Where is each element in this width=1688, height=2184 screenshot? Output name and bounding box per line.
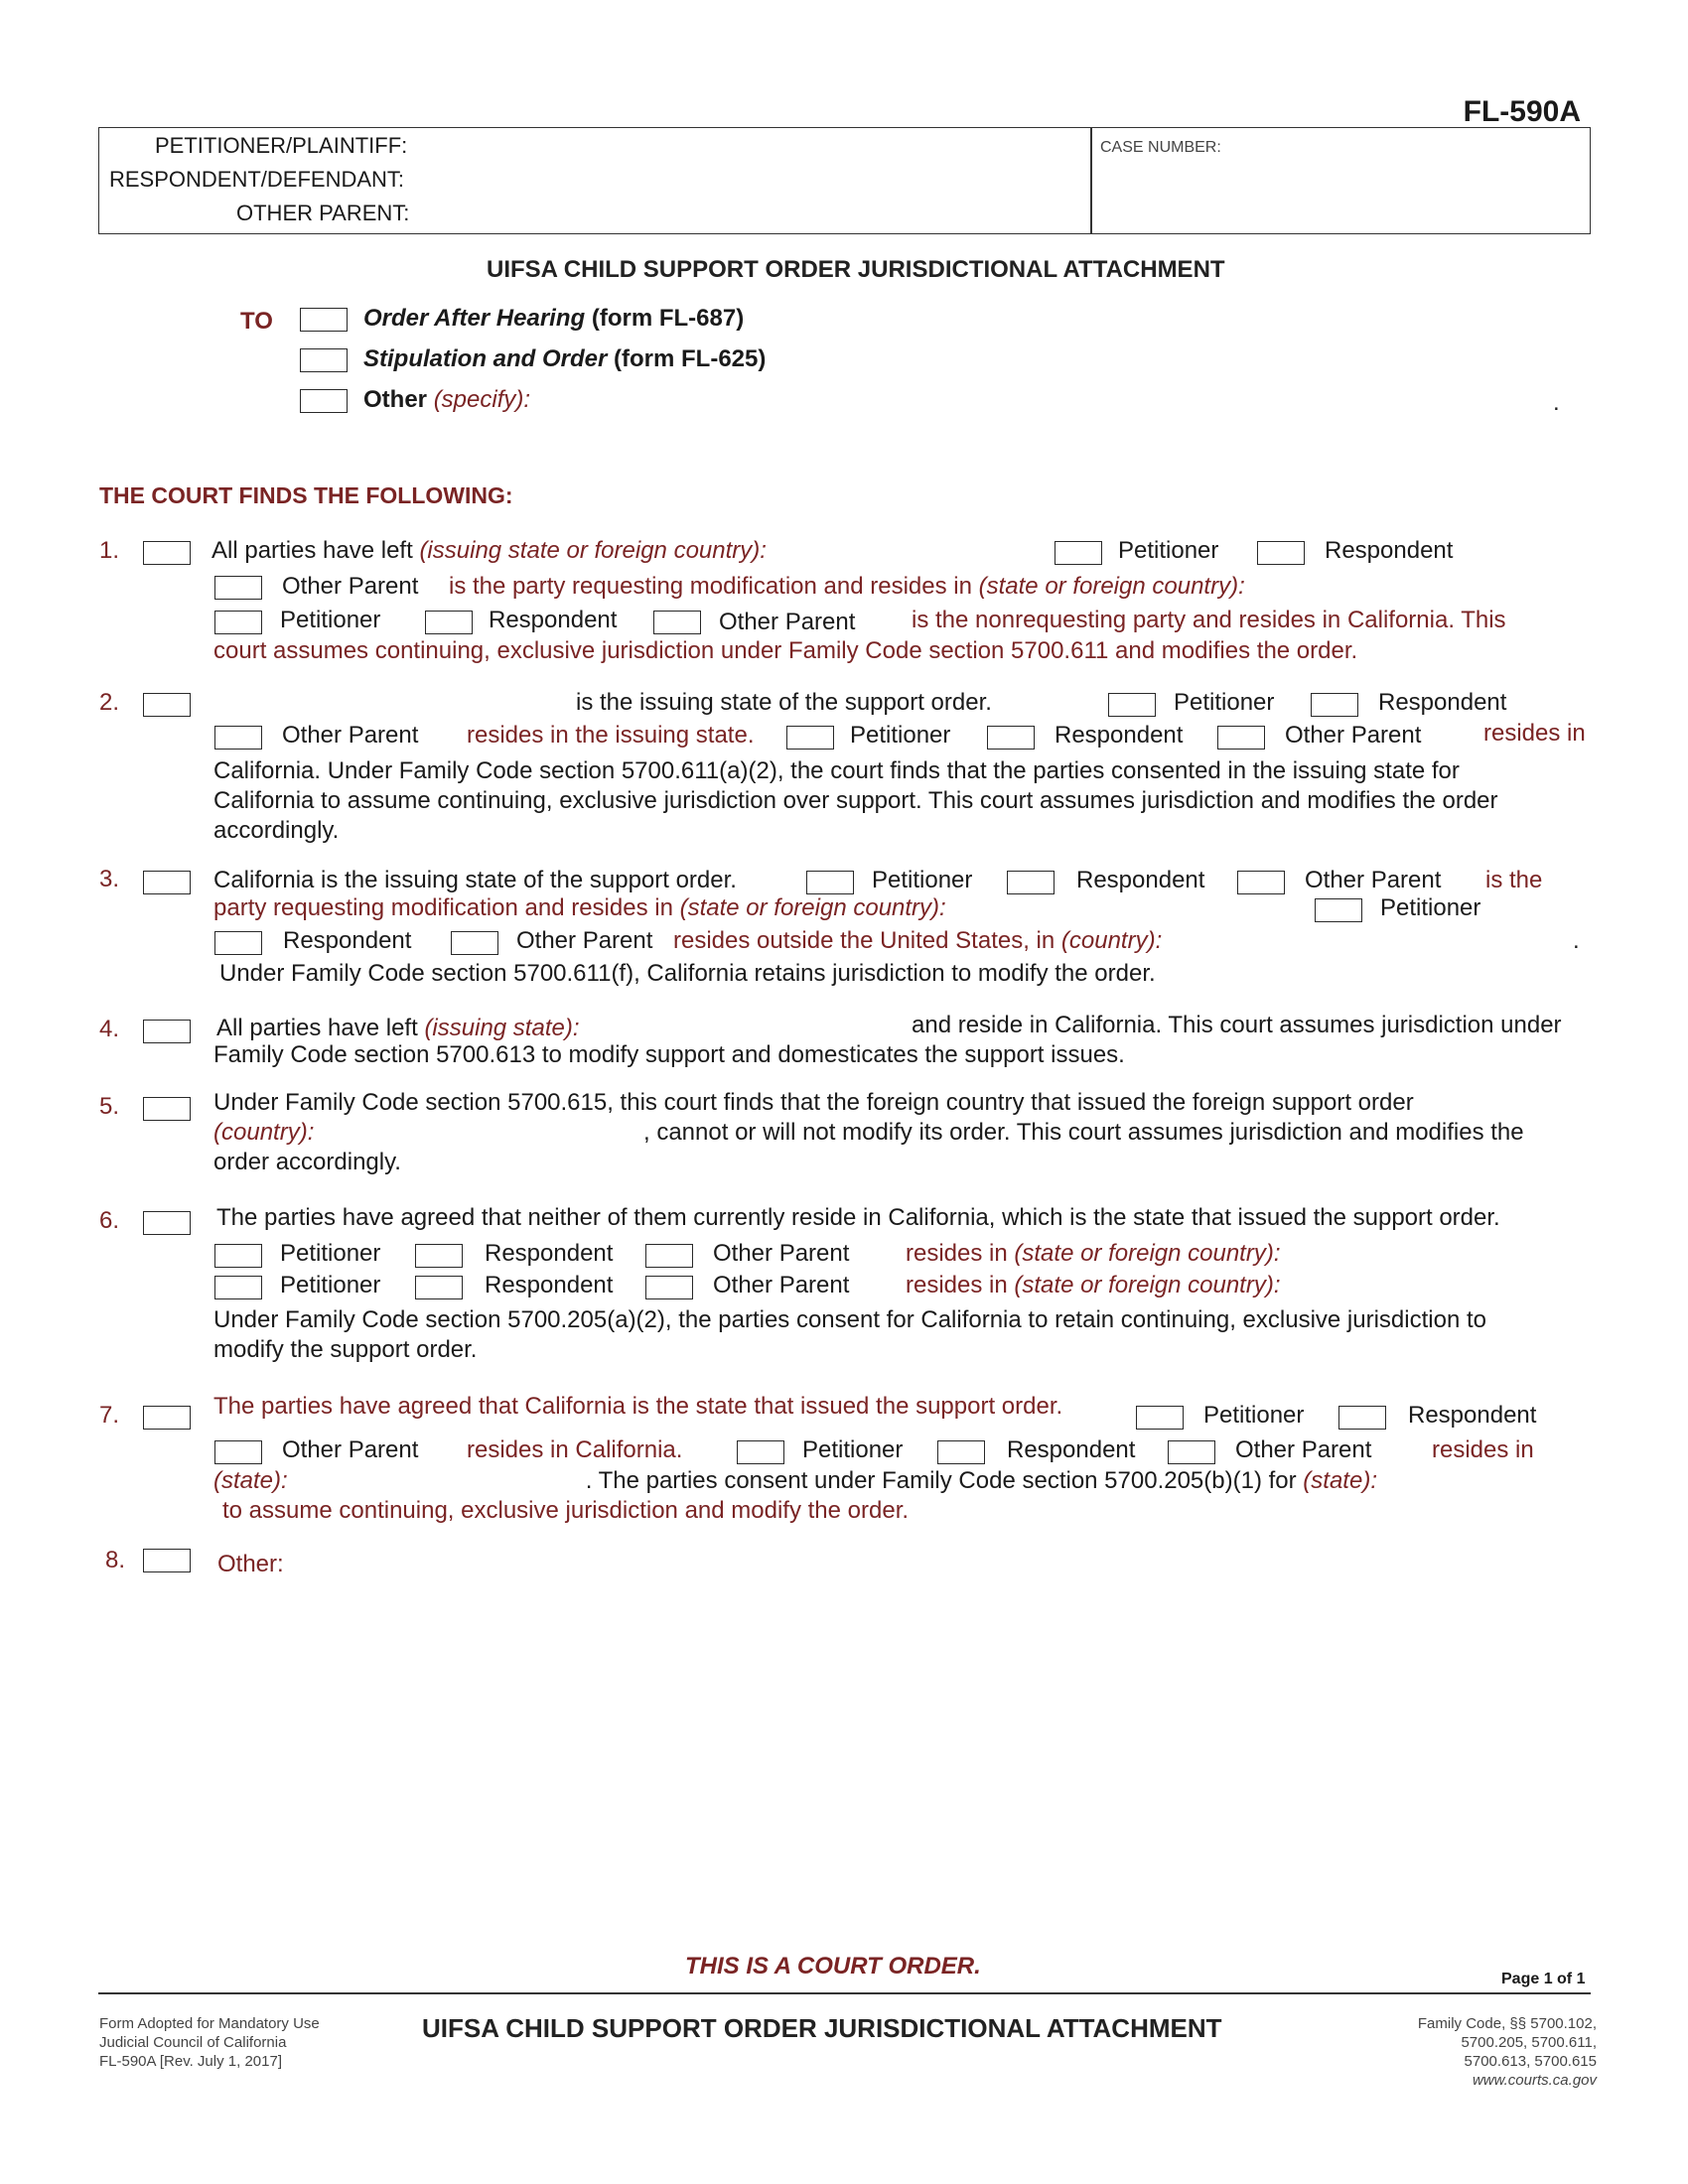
item-7-respondent-checkbox[interactable] (1338, 1406, 1386, 1430)
item-3-outside-other-parent-checkbox[interactable] (451, 931, 498, 955)
item-3-outside-respondent-checkbox[interactable] (214, 931, 262, 955)
item-5-text-a: Under Family Code section 5700.615, this court finds that the foreign country that issued the foreign support order (213, 1089, 1414, 1116)
court-order-notice: THIS IS A COURT ORDER. (685, 1953, 981, 1979)
item-3-petitioner-checkbox[interactable] (806, 871, 854, 894)
item-7-other-petitioner-checkbox[interactable] (737, 1440, 784, 1464)
item-8-number: 8. (105, 1547, 126, 1573)
item-8-label: Other: (217, 1551, 284, 1577)
to-other-specify-field[interactable] (546, 385, 1549, 415)
to-other-period: . (1553, 389, 1560, 416)
item-6-row2-petitioner-checkbox[interactable] (214, 1276, 262, 1299)
item-2-other-parent-label: Other Parent (282, 722, 419, 749)
footer-adopted-3: FL-590A [Rev. July 1, 2017] (99, 2053, 282, 2070)
item-4-number: 4. (99, 1016, 120, 1042)
item-3-text-c: party requesting modification and resides in (state or foreign country): (213, 894, 946, 921)
item-2-respondent-checkbox[interactable] (1311, 693, 1358, 717)
item-3-other-parent-checkbox[interactable] (1237, 871, 1285, 894)
item-7-checkbox[interactable] (143, 1406, 191, 1430)
item-2-text-f: accordingly. (213, 817, 340, 844)
respondent-field[interactable] (427, 165, 1072, 195)
item-6-text-c: Under Family Code section 5700.205(a)(2), the parties consent for California to retain continuing, exclusive jurisdiction to (213, 1306, 1486, 1333)
item-5-text-b: , cannot or will not modify its order. This court assumes jurisdiction and modifies the (643, 1119, 1524, 1146)
item-3-text-b: is the (1485, 867, 1543, 893)
item-6-row2-other-parent-checkbox[interactable] (645, 1276, 693, 1299)
item-6-checkbox[interactable] (143, 1211, 191, 1235)
item-6-text-d: modify the support order. (213, 1336, 478, 1363)
petitioner-field[interactable] (427, 131, 1072, 161)
item-6-row1-respondent-checkbox[interactable] (415, 1244, 463, 1268)
item-6-text-a: The parties have agreed that neither of them currently reside in California, which is the state that issued the support order. (216, 1204, 1500, 1231)
to-other-label: Other (specify): (363, 386, 531, 413)
caption-divider (1090, 127, 1092, 234)
item-1-nonreq-other-parent-label: Other Parent (719, 609, 856, 635)
item-6-row2-resides: resides in (state or foreign country): (906, 1272, 1281, 1298)
form-number: FL-590A (1463, 95, 1581, 128)
to-other-checkbox[interactable] (300, 389, 348, 413)
item-1-nonreq-respondent-label: Respondent (489, 607, 618, 633)
item-2-text-a: is the issuing state of the support order. (576, 689, 992, 716)
item-4-checkbox[interactable] (143, 1020, 191, 1043)
item-2-ca-petitioner-label: Petitioner (850, 722, 951, 749)
to-order-after-hearing-label: Order After Hearing (form FL-687) (363, 305, 745, 332)
item-3-text-e: Under Family Code section 5700.611(f), California retains jurisdiction to modify the order. (219, 960, 1156, 987)
item-3-outside-other-parent-label: Other Parent (516, 927, 653, 954)
item-3-outside-petitioner-checkbox[interactable] (1315, 898, 1362, 922)
item-3-respondent-checkbox[interactable] (1007, 871, 1055, 894)
item-1-checkbox[interactable] (143, 541, 191, 565)
other-parent-field[interactable] (427, 199, 1072, 228)
item-7-text-a: The parties have agreed that California is the state that issued the support order. (213, 1393, 1063, 1420)
item-7-text-c: resides in (1432, 1436, 1534, 1463)
findings-heading: THE COURT FINDS THE FOLLOWING: (99, 482, 513, 508)
item-6-row2-petitioner-label: Petitioner (280, 1272, 381, 1298)
case-number-label: CASE NUMBER: (1100, 139, 1221, 156)
item-3-text-a: California is the issuing state of the support order. (213, 867, 737, 893)
item-2-checkbox[interactable] (143, 693, 191, 717)
item-6-row1-other-parent-label: Other Parent (713, 1240, 850, 1267)
item-3-respondent-label: Respondent (1076, 867, 1205, 893)
to-stipulation-checkbox[interactable] (300, 348, 348, 372)
petitioner-label: PETITIONER/PLAINTIFF: (155, 133, 408, 158)
item-8-other-field[interactable] (298, 1549, 1589, 1846)
other-parent-label: OTHER PARENT: (236, 201, 410, 225)
page-title: UIFSA CHILD SUPPORT ORDER JURISDICTIONAL ATTACHMENT (487, 256, 1225, 283)
item-6-row1-respondent-label: Respondent (485, 1240, 614, 1267)
item-3-outside-petitioner-label: Petitioner (1380, 894, 1481, 921)
item-6-row2-respondent-label: Respondent (485, 1272, 614, 1298)
item-1-petitioner-checkbox[interactable] (1055, 541, 1102, 565)
to-order-after-hearing-checkbox[interactable] (300, 308, 348, 332)
item-2-ca-other-parent-label: Other Parent (1285, 722, 1422, 749)
footer-code-3: 5700.613, 5700.615 (1464, 2053, 1597, 2070)
page-number: Page 1 of 1 (1501, 1971, 1586, 1987)
item-2-ca-petitioner-checkbox[interactable] (786, 726, 834, 750)
footer-rule (98, 1992, 1591, 1994)
item-6-row1-petitioner-label: Petitioner (280, 1240, 381, 1267)
item-2-text-b: resides in the issuing state. (467, 722, 755, 749)
item-1-text-c: is the nonrequesting party and resides in California. This (912, 607, 1506, 633)
item-2-petitioner-checkbox[interactable] (1108, 693, 1156, 717)
item-5-text-c: order accordingly. (213, 1149, 401, 1175)
item-1-other-parent-label: Other Parent (282, 573, 419, 600)
item-3-period: . (1573, 927, 1580, 954)
item-2-text-e: California to assume continuing, exclusive jurisdiction over support. This court assumes jurisdiction and modifies the order (213, 787, 1498, 814)
item-3-text-d: resides outside the United States, in (country): (673, 927, 1163, 954)
footer-adopted-2: Judicial Council of California (99, 2034, 287, 2051)
item-7-other-other-parent-label: Other Parent (1235, 1436, 1372, 1463)
item-7-other-parent-checkbox[interactable] (214, 1440, 262, 1464)
item-7-number: 7. (99, 1402, 120, 1429)
item-1-number: 1. (99, 537, 120, 564)
item-7-other-parent-label: Other Parent (282, 1436, 419, 1463)
to-stipulation-label: Stipulation and Order (form FL-625) (363, 345, 767, 372)
footer-adopted-1: Form Adopted for Mandatory Use (99, 2015, 320, 2032)
item-1-nonreq-respondent-checkbox[interactable] (425, 611, 473, 634)
item-1-nonreq-petitioner-label: Petitioner (280, 607, 381, 633)
item-1-nonreq-other-parent-checkbox[interactable] (653, 611, 701, 634)
item-2-text-c: resides in (1483, 720, 1586, 747)
item-5-country-label: (country): (213, 1119, 315, 1146)
case-number-field[interactable] (1098, 163, 1585, 228)
item-3-number: 3. (99, 866, 120, 892)
respondent-label: RESPONDENT/DEFENDANT: (109, 167, 405, 192)
item-2-respondent-label: Respondent (1378, 689, 1507, 716)
item-1-nonreq-petitioner-checkbox[interactable] (214, 611, 262, 634)
item-2-number: 2. (99, 689, 120, 716)
item-3-petitioner-label: Petitioner (872, 867, 973, 893)
footer-code-1: Family Code, §§ 5700.102, (1417, 2015, 1597, 2032)
item-1-text-b: is the party requesting modification and resides in (state or foreign country): (449, 573, 1245, 600)
to-label: TO (240, 308, 273, 335)
item-6-row2-respondent-checkbox[interactable] (415, 1276, 463, 1299)
item-7-text-d: (state): . The parties consent under Family Code section 5700.205(b)(1) for (state): (213, 1467, 1377, 1494)
item-1-text-d: court assumes continuing, exclusive jurisdiction under Family Code section 5700.611 and modifies the order. (213, 637, 1358, 664)
item-6-row1-petitioner-checkbox[interactable] (214, 1244, 262, 1268)
item-5-checkbox[interactable] (143, 1097, 191, 1121)
item-1-respondent-checkbox[interactable] (1257, 541, 1305, 565)
item-1-text-a: All parties have left (issuing state or foreign country): (211, 537, 767, 564)
item-2-ca-respondent-label: Respondent (1055, 722, 1184, 749)
item-7-petitioner-checkbox[interactable] (1136, 1406, 1184, 1430)
item-5-number: 5. (99, 1093, 120, 1120)
item-2-petitioner-label: Petitioner (1174, 689, 1275, 716)
item-2-ca-respondent-checkbox[interactable] (987, 726, 1035, 750)
item-7-other-petitioner-label: Petitioner (802, 1436, 904, 1463)
item-2-issuing-state-field[interactable] (209, 689, 566, 717)
item-7-text-b: resides in California. (467, 1436, 683, 1463)
item-5-country-field[interactable] (328, 1117, 635, 1145)
item-6-row2-other-parent-label: Other Parent (713, 1272, 850, 1298)
item-8-checkbox[interactable] (143, 1549, 191, 1572)
item-7-text-e: to assume continuing, exclusive jurisdiction and modify the order. (222, 1497, 910, 1524)
item-2-text-d: California. Under Family Code section 5700.611(a)(2), the court finds that the parties consented in the issuing state for (213, 757, 1460, 784)
item-7-other-respondent-checkbox[interactable] (937, 1440, 985, 1464)
item-6-row1-other-parent-checkbox[interactable] (645, 1244, 693, 1268)
footer-website[interactable]: www.courts.ca.gov (1472, 2072, 1597, 2089)
item-4-text-c: Family Code section 5700.613 to modify support and domesticates the support issues. (213, 1041, 1125, 1068)
item-7-other-other-parent-checkbox[interactable] (1168, 1440, 1215, 1464)
item-3-other-parent-label: Other Parent (1305, 867, 1442, 893)
item-7-respondent-label: Respondent (1408, 1402, 1537, 1429)
item-7-other-respondent-label: Respondent (1007, 1436, 1136, 1463)
footer-code-2: 5700.205, 5700.611, (1461, 2034, 1597, 2051)
item-2-other-parent-checkbox[interactable] (214, 726, 262, 750)
item-3-outside-respondent-label: Respondent (283, 927, 412, 954)
item-2-ca-other-parent-checkbox[interactable] (1217, 726, 1265, 750)
item-4-text-a: All parties have left (issuing state): (216, 1015, 580, 1041)
item-7-petitioner-label: Petitioner (1203, 1402, 1305, 1429)
item-3-checkbox[interactable] (143, 871, 191, 894)
item-1-respondent-label: Respondent (1325, 537, 1454, 564)
footer-title: UIFSA CHILD SUPPORT ORDER JURISDICTIONAL ATTACHMENT (422, 2013, 1222, 2043)
item-1-other-parent-checkbox[interactable] (214, 576, 262, 600)
item-4-text-b: and reside in California. This court assumes jurisdiction under (912, 1012, 1562, 1038)
item-1-petitioner-label: Petitioner (1118, 537, 1219, 564)
item-6-row1-resides: resides in (state or foreign country): (906, 1240, 1281, 1267)
item-6-number: 6. (99, 1207, 120, 1234)
